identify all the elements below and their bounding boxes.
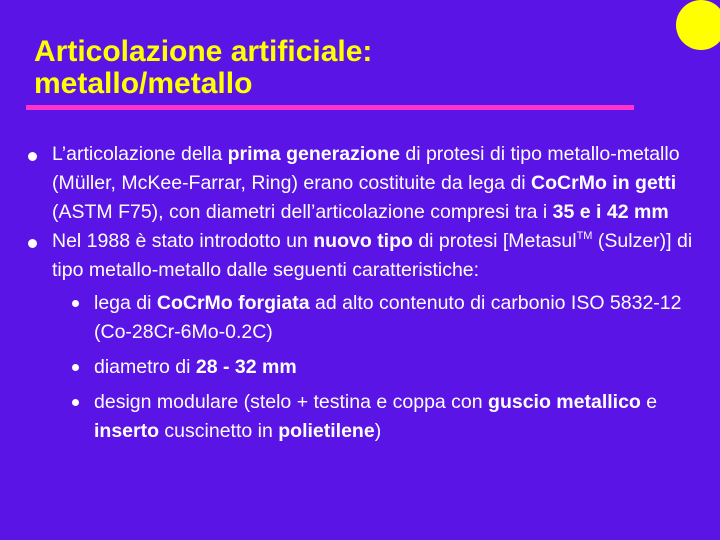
bullet-emphasis: prima generazione xyxy=(227,143,400,165)
bullet-first-generation xyxy=(28,140,708,227)
bullet-dot-icon xyxy=(28,152,37,161)
trademark-superscript: TM xyxy=(576,230,593,242)
bullet-emphasis: nuovo tipo xyxy=(313,230,413,252)
sub-bullet-design xyxy=(28,388,708,446)
bullet-text: L’articolazione della xyxy=(52,143,228,165)
title-line-2: metallo/metallo xyxy=(34,67,253,100)
bullet-dot-icon xyxy=(28,239,37,248)
title-underline xyxy=(26,105,634,110)
bullet-text: di protesi [Metasul xyxy=(412,230,577,252)
slide-body xyxy=(28,140,708,446)
bullet-new-type xyxy=(28,227,708,285)
sub-bullet-dot-icon xyxy=(72,399,79,406)
sub-bullet-text: cuscinetto in xyxy=(159,420,279,442)
sub-bullet-diameter xyxy=(28,353,708,382)
sub-bullet-emphasis: polietilene xyxy=(278,420,375,442)
decorative-circle xyxy=(676,0,720,50)
sub-bullet-text: lega di xyxy=(94,292,157,314)
bullet-text: (Sulzer)] di tipo metallo-metallo dalle seguenti caratteristiche: xyxy=(52,230,693,281)
sub-bullet-text: e xyxy=(640,391,658,413)
sub-bullet-dot-icon xyxy=(72,300,79,307)
sub-bullet-text: diametro di xyxy=(94,356,196,378)
title-line-1: Articolazione artificiale: xyxy=(34,35,373,68)
sub-bullet-text: ) xyxy=(374,420,382,442)
sub-bullet-text: design modulare (stelo + testina e coppa con xyxy=(94,391,489,413)
bullet-text: di protesi di tipo metallo-metallo (Müller, McKee-Farrar, Ring) erano costituite da lega di xyxy=(52,143,680,194)
bullet-text: Nel 1988 è stato introdotto un xyxy=(52,230,314,252)
bullet-emphasis: CoCrMo in getti xyxy=(531,172,677,194)
sub-bullet-alloy xyxy=(28,289,708,347)
sub-bullet-emphasis: CoCrMo forgiata xyxy=(156,292,310,314)
slide-title xyxy=(34,36,372,100)
bullet-emphasis: 35 e i 42 mm xyxy=(552,201,669,223)
sub-bullet-emphasis: 28 - 32 mm xyxy=(195,356,297,378)
bullet-text: (ASTM F75), con diametri dell’articolazione compresi tra i xyxy=(52,201,553,223)
sub-bullet-emphasis: guscio metallico xyxy=(488,391,641,413)
sub-bullet-emphasis: inserto xyxy=(94,420,160,442)
sub-bullet-dot-icon xyxy=(72,364,79,371)
sub-bullet-text: ad alto contenuto di carbonio ISO 5832-12 (Co-28Cr-6Mo-0.2C) xyxy=(94,292,682,343)
